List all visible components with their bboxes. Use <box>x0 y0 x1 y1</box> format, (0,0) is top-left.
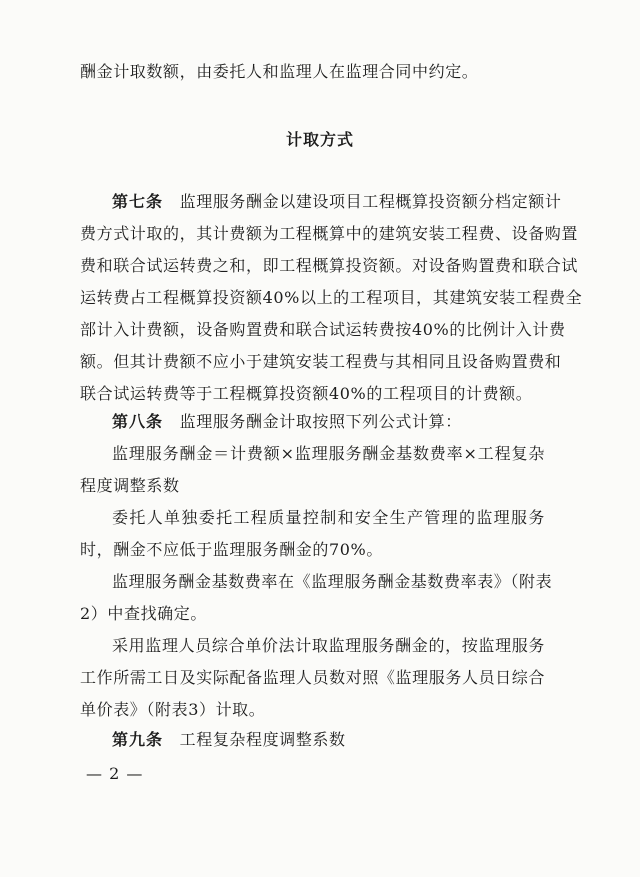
para3-line-0: 采用监理人员综合单价法计取监理服务酬金的，按监理服务 <box>112 636 545 655</box>
article-8-first-line <box>112 412 545 432</box>
article-7-number: 第七条 <box>112 192 164 211</box>
article-7-first-line <box>112 192 562 212</box>
para2-line-0: 监理服务酬金基数费率在《监理服务酬金基数费率表》（附表 <box>112 572 553 591</box>
article-8-number: 第八条 <box>112 412 164 431</box>
article-7-line-4: 部计入计费额，设备购置费和联合试运转费按40%的比例计入计费 <box>80 320 566 339</box>
para3-line-1: 工作所需工日及实际配备监理人员数对照《监理服务人员日综合 <box>80 668 545 687</box>
formula-line-0: 监理服务酬金＝计费额×监理服务酬金基数费率×工程复杂 <box>112 444 545 463</box>
para2-line-1: 2）中查找确定。 <box>80 604 207 623</box>
article-7-line-1: 费方式计取的，其计费额为工程概算中的建筑安装工程费、设备购置 <box>80 224 579 243</box>
article-7-line-5: 额。但其计费额不应小于建筑安装工程费与其相同且设备购置费和 <box>80 352 562 371</box>
article-9-title: 工程复杂程度调整系数 <box>179 730 346 749</box>
article-8-title: 监理服务酬金计取按照下列公式计算： <box>179 412 462 431</box>
article-7-line-3: 运转费占工程概算投资额40%以上的工程项目，其建筑安装工程费全 <box>80 288 583 307</box>
intro-line: 酬金计取数额，由委托人和监理人在监理合同中约定。 <box>80 62 479 81</box>
article-7-line-2: 费和联合试运转费之和，即工程概算投资额。对设备购置费和联合试 <box>80 256 579 275</box>
section-heading: 计取方式 <box>285 130 354 149</box>
article-7-line-0: 监理服务酬金以建设项目工程概算投资额分档定额计 <box>179 192 562 211</box>
para1-line-0: 委托人单独委托工程质量控制和安全生产管理的监理服务 <box>112 508 545 527</box>
para1-line-1: 时，酬金不应低于监理服务酬金的70%。 <box>80 540 383 559</box>
formula-line-1: 程度调整系数 <box>80 476 180 495</box>
para3-line-2: 单价表》（附表3）计取。 <box>80 700 266 719</box>
article-7-line-6: 联合试运转费等于工程概算投资额40%的工程项目的计费额。 <box>80 384 533 403</box>
article-9-number: 第九条 <box>112 730 164 749</box>
page-number: — 2 — <box>86 764 144 783</box>
article-9-line <box>112 730 545 750</box>
